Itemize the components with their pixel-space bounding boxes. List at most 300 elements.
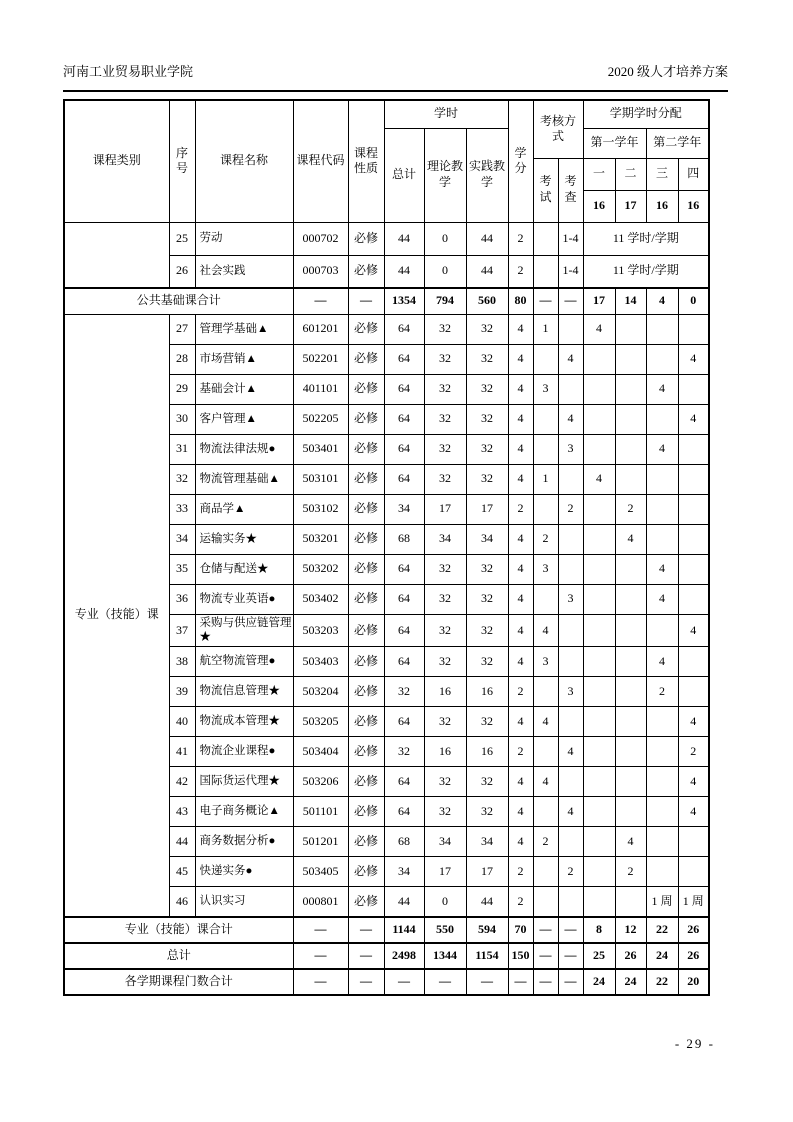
cell-check: 2 <box>558 857 583 887</box>
cell-no: 36 <box>169 584 195 614</box>
cell-sem2 <box>615 554 646 584</box>
cell-exam: 1 <box>533 314 558 344</box>
cell-credit: 4 <box>508 647 533 677</box>
cell-course-name: 基础会计▲ <box>195 374 293 404</box>
cell-check: 4 <box>558 404 583 434</box>
cell-theory: 0 <box>424 255 466 288</box>
cell-sem3: 4 <box>646 434 678 464</box>
cell-sem2 <box>615 767 646 797</box>
cell-sem3: 4 <box>646 647 678 677</box>
cell-sem1 <box>583 857 615 887</box>
plan-title: 2020 级人才培养方案 <box>607 64 728 79</box>
cell-course-name: 物流信息管理★ <box>195 677 293 707</box>
cell-nature: — <box>348 917 384 943</box>
cell-check: 1-4 <box>558 255 583 288</box>
cell-credit: 4 <box>508 797 533 827</box>
cell-sem1 <box>583 374 615 404</box>
cell-total: 34 <box>384 494 424 524</box>
cell-exam: 3 <box>533 554 558 584</box>
cell-sem3 <box>646 524 678 554</box>
cell-sem1 <box>583 707 615 737</box>
cell-sem1: 24 <box>583 969 615 995</box>
cell-theory: 32 <box>424 614 466 647</box>
cell-sem1 <box>583 494 615 524</box>
cell-check <box>558 767 583 797</box>
cell-no: 45 <box>169 857 195 887</box>
cell-theory: 16 <box>424 677 466 707</box>
cell-credit: 4 <box>508 767 533 797</box>
cell-sem4 <box>678 434 709 464</box>
cell-theory: 32 <box>424 404 466 434</box>
cell-credit: 2 <box>508 737 533 767</box>
cell-total: 1144 <box>384 917 424 943</box>
cell-sem3: 22 <box>646 969 678 995</box>
cell-total: 68 <box>384 827 424 857</box>
summary-label: 公共基础课合计 <box>64 288 293 314</box>
weeks-sem1: 16 <box>583 190 615 222</box>
cell-exam <box>533 887 558 917</box>
cell-sem3 <box>646 707 678 737</box>
cell-exam: 2 <box>533 524 558 554</box>
cell-no: 46 <box>169 887 195 917</box>
cell-practice: 1154 <box>466 943 508 969</box>
page-number: - 29 - <box>674 1036 715 1051</box>
cell-code: 503204 <box>293 677 348 707</box>
cell-theory: 34 <box>424 827 466 857</box>
cell-sem3 <box>646 827 678 857</box>
cell-sem3 <box>646 857 678 887</box>
cell-credit: 70 <box>508 917 533 943</box>
col-header-theory: 理论教学 <box>424 128 466 222</box>
cell-check <box>558 887 583 917</box>
cell-total: 44 <box>384 887 424 917</box>
cell-exam <box>533 584 558 614</box>
cell-nature: 必修 <box>348 344 384 374</box>
cell-sem4 <box>678 524 709 554</box>
cell-credit: 4 <box>508 434 533 464</box>
cell-sem1 <box>583 554 615 584</box>
col-header-code: 课程代码 <box>293 100 348 222</box>
cell-exam: — <box>533 288 558 314</box>
cell-practice: 17 <box>466 857 508 887</box>
cell-sem3 <box>646 614 678 647</box>
cell-course-name: 管理学基础▲ <box>195 314 293 344</box>
col-header-no: 序号 <box>169 100 195 222</box>
cell-semester-note: 11 学时/学期 <box>583 222 709 255</box>
col-header-category: 课程类别 <box>64 100 169 222</box>
cell-theory: 32 <box>424 344 466 374</box>
cell-credit: 2 <box>508 887 533 917</box>
cell-code: 503405 <box>293 857 348 887</box>
cell-check <box>558 524 583 554</box>
cell-check: 3 <box>558 434 583 464</box>
cell-theory: 32 <box>424 767 466 797</box>
cell-code: 503203 <box>293 614 348 647</box>
cell-check <box>558 647 583 677</box>
cell-sem2: 2 <box>615 494 646 524</box>
cell-check <box>558 314 583 344</box>
cell-sem2 <box>615 404 646 434</box>
col-group-year2: 第二学年 <box>646 128 709 158</box>
cell-sem2 <box>615 344 646 374</box>
cell-total: 64 <box>384 554 424 584</box>
cell-theory: — <box>424 969 466 995</box>
document-header <box>63 63 728 81</box>
cell-total: 1354 <box>384 288 424 314</box>
cell-course-name: 仓储与配送★ <box>195 554 293 584</box>
cell-course-name: 认识实习 <box>195 887 293 917</box>
cell-theory: 17 <box>424 494 466 524</box>
cell-sem1 <box>583 434 615 464</box>
cell-sem3: 2 <box>646 677 678 707</box>
cell-theory: 794 <box>424 288 466 314</box>
col-header-sem1: 一 <box>583 158 615 190</box>
cell-sem4 <box>678 494 709 524</box>
cell-practice: 32 <box>466 374 508 404</box>
cell-sem2 <box>615 677 646 707</box>
cell-sem1 <box>583 677 615 707</box>
cell-exam: 2 <box>533 827 558 857</box>
cell-sem4: 20 <box>678 969 709 995</box>
cell-practice: 32 <box>466 404 508 434</box>
cell-code: — <box>293 288 348 314</box>
cell-nature: 必修 <box>348 827 384 857</box>
cell-course-name: 航空物流管理● <box>195 647 293 677</box>
cell-credit: 80 <box>508 288 533 314</box>
cell-check: — <box>558 943 583 969</box>
cell-exam <box>533 434 558 464</box>
cell-theory: 32 <box>424 554 466 584</box>
col-header-check: 考查 <box>558 158 583 222</box>
cell-sem1 <box>583 827 615 857</box>
cell-practice: 34 <box>466 524 508 554</box>
cell-practice: 32 <box>466 344 508 374</box>
cell-no: 37 <box>169 614 195 647</box>
cell-sem1: 4 <box>583 314 615 344</box>
cell-sem3 <box>646 314 678 344</box>
cell-practice: 44 <box>466 255 508 288</box>
cell-no: 28 <box>169 344 195 374</box>
cell-no: 26 <box>169 255 195 288</box>
cell-course-name: 物流专业英语● <box>195 584 293 614</box>
cell-no: 31 <box>169 434 195 464</box>
cell-exam <box>533 797 558 827</box>
cell-sem3 <box>646 464 678 494</box>
cell-credit: 4 <box>508 374 533 404</box>
cell-check: 1-4 <box>558 222 583 255</box>
cell-sem2 <box>615 434 646 464</box>
cell-course-name: 物流成本管理★ <box>195 707 293 737</box>
cell-sem4 <box>678 554 709 584</box>
cell-exam <box>533 255 558 288</box>
cell-exam <box>533 857 558 887</box>
cell-sem1: 17 <box>583 288 615 314</box>
cell-sem1: 4 <box>583 464 615 494</box>
cell-sem4: 4 <box>678 707 709 737</box>
cell-practice: 32 <box>466 767 508 797</box>
cell-code: 501201 <box>293 827 348 857</box>
cell-nature: 必修 <box>348 677 384 707</box>
cell-sem2 <box>615 314 646 344</box>
cell-exam <box>533 222 558 255</box>
cell-sem2: 14 <box>615 288 646 314</box>
cell-nature: — <box>348 943 384 969</box>
weeks-sem4: 16 <box>678 190 709 222</box>
cell-total: 64 <box>384 404 424 434</box>
cell-sem4: 4 <box>678 404 709 434</box>
cell-code: 502201 <box>293 344 348 374</box>
cell-total: 64 <box>384 374 424 404</box>
cell-practice: 32 <box>466 434 508 464</box>
cell-no: 34 <box>169 524 195 554</box>
cell-exam: — <box>533 969 558 995</box>
cell-check <box>558 827 583 857</box>
cell-practice: 32 <box>466 707 508 737</box>
cell-exam: 1 <box>533 464 558 494</box>
cell-sem1 <box>583 584 615 614</box>
cell-nature: 必修 <box>348 404 384 434</box>
cell-practice: 32 <box>466 554 508 584</box>
cell-code: 501101 <box>293 797 348 827</box>
cell-course-name: 运输实务★ <box>195 524 293 554</box>
cell-no: 42 <box>169 767 195 797</box>
cell-sem4: 26 <box>678 917 709 943</box>
cell-check <box>558 554 583 584</box>
cell-sem1 <box>583 737 615 767</box>
cell-practice: — <box>466 969 508 995</box>
col-group-year1: 第一学年 <box>583 128 646 158</box>
col-group-hours: 学时 <box>384 100 508 128</box>
col-group-semester-hours: 学期学时分配 <box>583 100 709 128</box>
cell-nature: 必修 <box>348 222 384 255</box>
cell-credit: 2 <box>508 222 533 255</box>
cell-sem4: 4 <box>678 614 709 647</box>
col-header-practice: 实践教学 <box>466 128 508 222</box>
cell-code: 503202 <box>293 554 348 584</box>
cell-total: 34 <box>384 857 424 887</box>
cell-course-name: 市场营销▲ <box>195 344 293 374</box>
cell-credit: 4 <box>508 314 533 344</box>
cell-course-name: 物流法律法规● <box>195 434 293 464</box>
cell-practice: 32 <box>466 797 508 827</box>
cell-credit: 4 <box>508 464 533 494</box>
cell-theory: 550 <box>424 917 466 943</box>
cell-practice: 560 <box>466 288 508 314</box>
cell-course-name: 商务数据分析● <box>195 827 293 857</box>
cell-theory: 32 <box>424 374 466 404</box>
cell-nature: 必修 <box>348 647 384 677</box>
cell-total: 64 <box>384 797 424 827</box>
col-header-nature: 课程性质 <box>348 100 384 222</box>
cell-sem3 <box>646 767 678 797</box>
cell-semester-note: 11 学时/学期 <box>583 255 709 288</box>
cell-practice: 32 <box>466 314 508 344</box>
cell-nature: 必修 <box>348 584 384 614</box>
cell-nature: 必修 <box>348 464 384 494</box>
cell-no: 27 <box>169 314 195 344</box>
cell-credit: 150 <box>508 943 533 969</box>
table-row <box>64 314 709 344</box>
cell-practice: 594 <box>466 917 508 943</box>
col-header-sem2: 二 <box>615 158 646 190</box>
cell-sem4 <box>678 677 709 707</box>
cell-credit: 2 <box>508 677 533 707</box>
cell-practice: 32 <box>466 464 508 494</box>
cell-credit: 2 <box>508 857 533 887</box>
cell-nature: 必修 <box>348 374 384 404</box>
cell-code: 401101 <box>293 374 348 404</box>
cell-sem2 <box>615 584 646 614</box>
cell-sem2 <box>615 374 646 404</box>
cell-sem4: 1 周 <box>678 887 709 917</box>
cell-theory: 17 <box>424 857 466 887</box>
cell-code: 503206 <box>293 767 348 797</box>
weeks-sem3: 16 <box>646 190 678 222</box>
cell-total: 64 <box>384 434 424 464</box>
cell-no: 25 <box>169 222 195 255</box>
summary-label: 总计 <box>64 943 293 969</box>
cell-check: 3 <box>558 677 583 707</box>
cell-theory: 1344 <box>424 943 466 969</box>
cell-sem4 <box>678 647 709 677</box>
cell-exam <box>533 344 558 374</box>
table-header <box>64 100 709 222</box>
cell-code: 000702 <box>293 222 348 255</box>
cell-course-name: 快递实务● <box>195 857 293 887</box>
cell-sem2: 2 <box>615 857 646 887</box>
cell-nature: 必修 <box>348 255 384 288</box>
cell-sem1: 8 <box>583 917 615 943</box>
cell-nature: — <box>348 969 384 995</box>
cell-theory: 0 <box>424 887 466 917</box>
cell-credit: 4 <box>508 404 533 434</box>
cell-sem2 <box>615 737 646 767</box>
cell-sem3: 4 <box>646 288 678 314</box>
cell-sem3: 1 周 <box>646 887 678 917</box>
cell-credit: 4 <box>508 707 533 737</box>
cell-course-name: 劳动 <box>195 222 293 255</box>
cell-total: 32 <box>384 737 424 767</box>
cell-exam <box>533 494 558 524</box>
col-header-credit: 学分 <box>508 100 533 222</box>
cell-sem4: 4 <box>678 767 709 797</box>
cell-sem2 <box>615 614 646 647</box>
cell-code: — <box>293 969 348 995</box>
cell-exam: 4 <box>533 767 558 797</box>
cell-sem1 <box>583 887 615 917</box>
cell-total: 64 <box>384 464 424 494</box>
cell-no: 33 <box>169 494 195 524</box>
cell-total: 68 <box>384 524 424 554</box>
col-header-name: 课程名称 <box>195 100 293 222</box>
cell-nature: — <box>348 288 384 314</box>
cell-check: — <box>558 969 583 995</box>
col-header-total: 总计 <box>384 128 424 222</box>
cell-exam: — <box>533 943 558 969</box>
cell-code: 503102 <box>293 494 348 524</box>
cell-sem4 <box>678 584 709 614</box>
cell-exam: — <box>533 917 558 943</box>
cell-exam: 4 <box>533 614 558 647</box>
cell-code: 503201 <box>293 524 348 554</box>
cell-practice: 32 <box>466 584 508 614</box>
cell-practice: 44 <box>466 222 508 255</box>
cell-code: 503205 <box>293 707 348 737</box>
cell-check: 4 <box>558 344 583 374</box>
cell-code: 000801 <box>293 887 348 917</box>
summary-row <box>64 969 709 995</box>
summary-label: 各学期课程门数合计 <box>64 969 293 995</box>
summary-row <box>64 917 709 943</box>
cell-credit: 4 <box>508 827 533 857</box>
table-row <box>64 222 709 255</box>
category-cell-major: 专业（技能）课 <box>64 314 169 917</box>
cell-check: 4 <box>558 737 583 767</box>
cell-check <box>558 614 583 647</box>
cell-sem2 <box>615 707 646 737</box>
cell-total: 64 <box>384 614 424 647</box>
cell-theory: 32 <box>424 434 466 464</box>
cell-check: — <box>558 917 583 943</box>
cell-nature: 必修 <box>348 614 384 647</box>
cell-course-name: 采购与供应链管理★ <box>195 614 293 647</box>
cell-practice: 34 <box>466 827 508 857</box>
cell-total: 64 <box>384 767 424 797</box>
cell-no: 44 <box>169 827 195 857</box>
cell-credit: 4 <box>508 344 533 374</box>
cell-sem4: 26 <box>678 943 709 969</box>
cell-sem4 <box>678 857 709 887</box>
cell-course-name: 社会实践 <box>195 255 293 288</box>
cell-course-name: 国际货运代理★ <box>195 767 293 797</box>
cell-sem3: 22 <box>646 917 678 943</box>
cell-credit: 4 <box>508 584 533 614</box>
cell-nature: 必修 <box>348 887 384 917</box>
cell-theory: 32 <box>424 647 466 677</box>
cell-nature: 必修 <box>348 737 384 767</box>
cell-sem1 <box>583 524 615 554</box>
cell-nature: 必修 <box>348 797 384 827</box>
cell-sem4: 0 <box>678 288 709 314</box>
cell-nature: 必修 <box>348 494 384 524</box>
cell-sem1: 25 <box>583 943 615 969</box>
cell-credit: — <box>508 969 533 995</box>
cell-nature: 必修 <box>348 434 384 464</box>
cell-course-name: 物流管理基础▲ <box>195 464 293 494</box>
cell-no: 40 <box>169 707 195 737</box>
cell-sem2: 4 <box>615 524 646 554</box>
cell-credit: 2 <box>508 255 533 288</box>
header-rule <box>63 90 728 92</box>
cell-total: 64 <box>384 647 424 677</box>
cell-sem4: 4 <box>678 344 709 374</box>
cell-no: 43 <box>169 797 195 827</box>
cell-code: 601201 <box>293 314 348 344</box>
cell-sem2 <box>615 797 646 827</box>
cell-credit: 4 <box>508 524 533 554</box>
weeks-sem2: 17 <box>615 190 646 222</box>
cell-nature: 必修 <box>348 524 384 554</box>
cell-sem4 <box>678 314 709 344</box>
cell-total: — <box>384 969 424 995</box>
cell-code: 502205 <box>293 404 348 434</box>
cell-course-name: 客户管理▲ <box>195 404 293 434</box>
cell-code: 503402 <box>293 584 348 614</box>
cell-practice: 16 <box>466 677 508 707</box>
col-group-assessment: 考核方式 <box>533 100 583 158</box>
cell-sem4: 4 <box>678 797 709 827</box>
cell-sem1 <box>583 647 615 677</box>
